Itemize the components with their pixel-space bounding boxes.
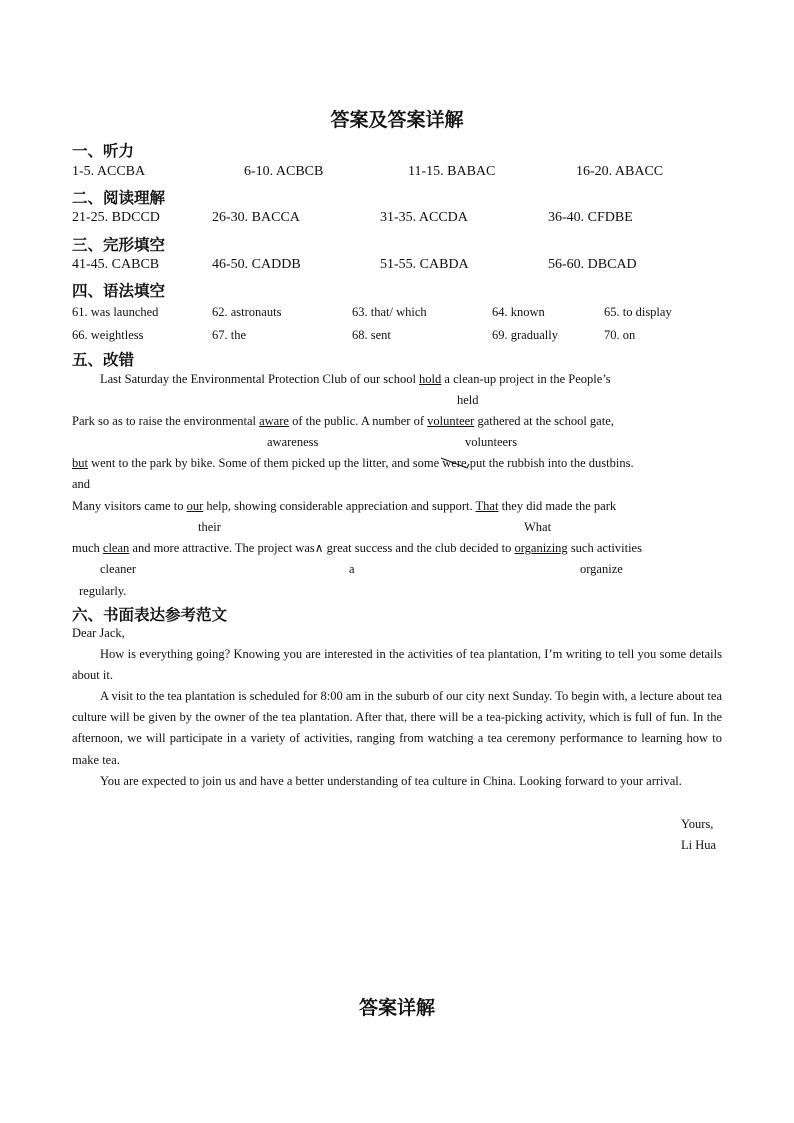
- answer-item: 70. on: [604, 328, 636, 342]
- answer-item: 64. known: [492, 305, 545, 319]
- correction-line-6: regularly.: [79, 584, 127, 598]
- text: and more attractive. The project was: [129, 541, 315, 555]
- letter-closing: Yours,: [681, 817, 714, 831]
- answer-item: 61. was launched: [72, 305, 159, 319]
- answer-group: 46-50. CADDB: [212, 257, 301, 272]
- answer-group: 31-35. ACCDA: [380, 210, 468, 225]
- correction-fix: volunteers: [465, 435, 518, 449]
- answer-item: 69. gradually: [492, 328, 558, 342]
- answer-group: 6-10. ACBCB: [244, 164, 324, 179]
- letter-paragraph-1: How is everything going? Knowing you are interested in the activities of tea plantation, I’m writing to tell you some details about it.: [72, 647, 722, 683]
- answer-group: 11-15. BABAC: [408, 164, 496, 179]
- bottom-title: 答案详解: [358, 998, 435, 1019]
- answer-group: 26-30. BACCA: [212, 210, 300, 225]
- letter-salutation: Dear Jack,: [72, 626, 125, 640]
- section-heading-grammar: 四、语法填空: [72, 282, 166, 300]
- correction-line-4: [72, 499, 616, 514]
- correction-fix: their: [198, 520, 221, 534]
- answer-item: 66. weightless: [72, 328, 144, 342]
- text: help, showing considerable appreciation and support.: [203, 499, 476, 513]
- text: much: [72, 541, 103, 555]
- letter-signature: Li Hua: [681, 838, 717, 852]
- text: such activities: [567, 541, 642, 555]
- error-word: but: [72, 456, 88, 470]
- page-title: 答案及答案详解: [330, 110, 464, 131]
- letter-paragraph-3: You are expected to join us and have a better understanding of tea culture in China. Looking forward to your arrival.: [100, 774, 682, 788]
- text: they did made the park: [498, 499, 617, 513]
- correction-line-3: [72, 456, 634, 471]
- answer-group: 16-20. ABACC: [576, 164, 664, 179]
- correction-fix: What: [524, 520, 552, 534]
- error-word: our: [186, 499, 204, 513]
- correction-fix: and: [72, 477, 91, 491]
- answer-group: 21-25. BDCCD: [72, 210, 160, 225]
- answer-item: 62. astronauts: [212, 305, 282, 319]
- text: put the rubbish into the dustbins.: [466, 456, 634, 470]
- text: went to the park by bike. Some of them picked up the litter, and some: [87, 456, 443, 470]
- answer-group: 41-45. CABCB: [72, 257, 160, 272]
- correction-fix: organize: [580, 562, 623, 576]
- answer-group: 51-55. CABDA: [380, 257, 469, 272]
- error-word: organizing: [514, 541, 568, 555]
- text: great success and the club decided to: [323, 541, 515, 555]
- text: gathered at the school gate,: [474, 414, 614, 428]
- text: Many visitors came to: [72, 499, 187, 513]
- section-heading-cloze: 三、完形填空: [72, 236, 166, 254]
- correction-line-5: [72, 541, 642, 556]
- text: Park so as to raise the environmental: [72, 414, 260, 428]
- answer-item: 65. to display: [604, 305, 672, 319]
- error-word: That: [475, 499, 499, 513]
- correction-fix: awareness: [267, 435, 319, 449]
- text: of the public. A number of: [288, 414, 428, 428]
- correction-line-1: [100, 372, 611, 387]
- correction-fix: held: [457, 393, 479, 407]
- correction-line-2: [72, 414, 614, 429]
- letter-paragraph-2: A visit to the tea plantation is scheduled for 8:00 am in the suburb of our city next Sunday. To begin with, a lecture about tea culture will be given by the owner of the tea plantation. After that, there will be a tea-picking activity, which is full of fun. In the afternoon, we will participate in a variety of activities, ranging from watching a tea ceremony performance to learning how to make tea.: [72, 689, 722, 767]
- deleted-word: were: [442, 456, 466, 471]
- correction-fix: a: [349, 562, 355, 576]
- answer-item: 63. that/ which: [352, 305, 427, 319]
- error-word: volunteer: [427, 414, 475, 428]
- correction-fix: cleaner: [100, 562, 137, 576]
- answer-group: 56-60. DBCAD: [548, 257, 637, 272]
- answer-item: 68. sent: [352, 328, 391, 342]
- answer-group: 36-40. CFDBE: [548, 210, 633, 225]
- section-heading-reading: 二、阅读理解: [72, 189, 166, 207]
- section-heading-listening: 一、听力: [72, 142, 135, 160]
- error-word: aware: [259, 414, 289, 428]
- answer-group: 1-5. ACCBA: [72, 164, 146, 179]
- section-heading-writing: 六、书面表达参考范文: [72, 606, 228, 624]
- delete-mark-icon: [440, 456, 470, 470]
- error-word: hold: [419, 372, 442, 386]
- answer-item: 67. the: [212, 328, 247, 342]
- text: Last Saturday the Environmental Protection Club of our school: [100, 372, 420, 386]
- error-word: clean: [102, 541, 130, 555]
- text: a clean-up project in the People’s: [441, 372, 611, 386]
- section-heading-correction: 五、改错: [72, 351, 135, 369]
- insert-caret-icon: ∧: [314, 541, 324, 555]
